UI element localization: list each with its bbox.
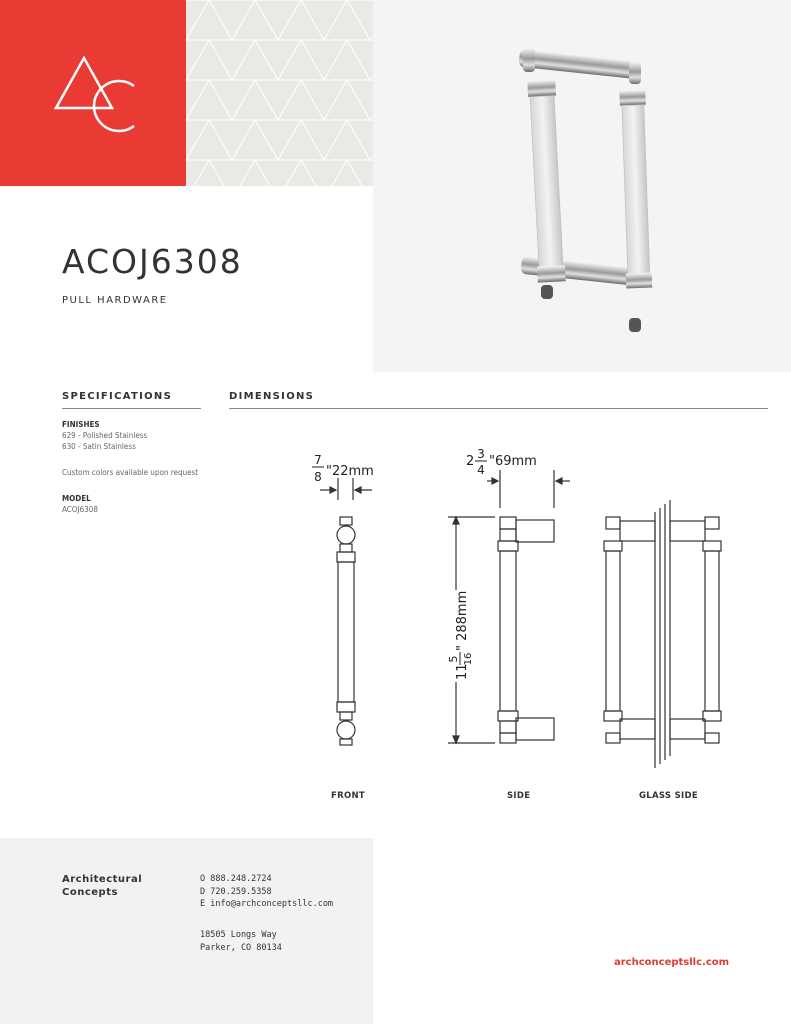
glass-side-view-drawing <box>604 500 721 768</box>
footer-panel <box>0 838 373 1024</box>
address-line1: 18505 Longs Way <box>200 930 277 940</box>
custom-colors-note: Custom colors available upon request <box>62 468 199 477</box>
side-depth-whole: 2 <box>466 454 475 469</box>
finishes-label: FINISHES <box>62 420 100 429</box>
product-code: ACOJ6308 <box>62 242 243 281</box>
finish-item: 630 - Satin Stainless <box>62 442 136 451</box>
front-width-mm: "22mm <box>326 464 374 479</box>
height-mm: " 288mm <box>455 590 470 651</box>
front-view-drawing <box>320 478 372 745</box>
company-name-line1: Architectural <box>62 874 143 885</box>
front-width-denominator: 8 <box>314 470 322 484</box>
height-whole: 11 <box>455 663 470 680</box>
height-denominator: 16 <box>463 652 474 666</box>
finish-item: 629 - Polished Stainless <box>62 431 148 440</box>
product-category: PULL HARDWARE <box>62 295 168 306</box>
height-numerator: 5 <box>447 655 460 663</box>
glass-side-view-label: GLASS SIDE <box>639 791 698 801</box>
specifications-heading: SPECIFICATIONS <box>62 391 173 402</box>
dimensions-heading: DIMENSIONS <box>229 391 315 402</box>
contact-block <box>200 873 333 911</box>
office-phone[interactable]: O 888.248.2724 <box>200 874 272 884</box>
front-width-numerator: 7 <box>314 453 322 467</box>
side-depth-mm: "69mm <box>489 454 537 469</box>
company-name <box>62 873 142 899</box>
model-label: MODEL <box>62 494 91 503</box>
side-depth-denominator: 4 <box>477 463 485 477</box>
direct-phone[interactable]: D 720.259.5358 <box>200 886 272 897</box>
address-line2: Parker, CO 80134 <box>200 942 282 953</box>
model-value: ACOJ6308 <box>62 505 98 514</box>
email-link[interactable]: E info@archconceptsllc.com <box>200 899 334 909</box>
company-name-line2: Concepts <box>62 887 118 898</box>
side-view-label: SIDE <box>507 791 531 801</box>
address-block <box>200 929 282 954</box>
side-depth-numerator: 3 <box>477 447 485 461</box>
front-view-label: FRONT <box>331 791 365 801</box>
website-link[interactable]: archconceptsllc.com <box>614 957 730 968</box>
